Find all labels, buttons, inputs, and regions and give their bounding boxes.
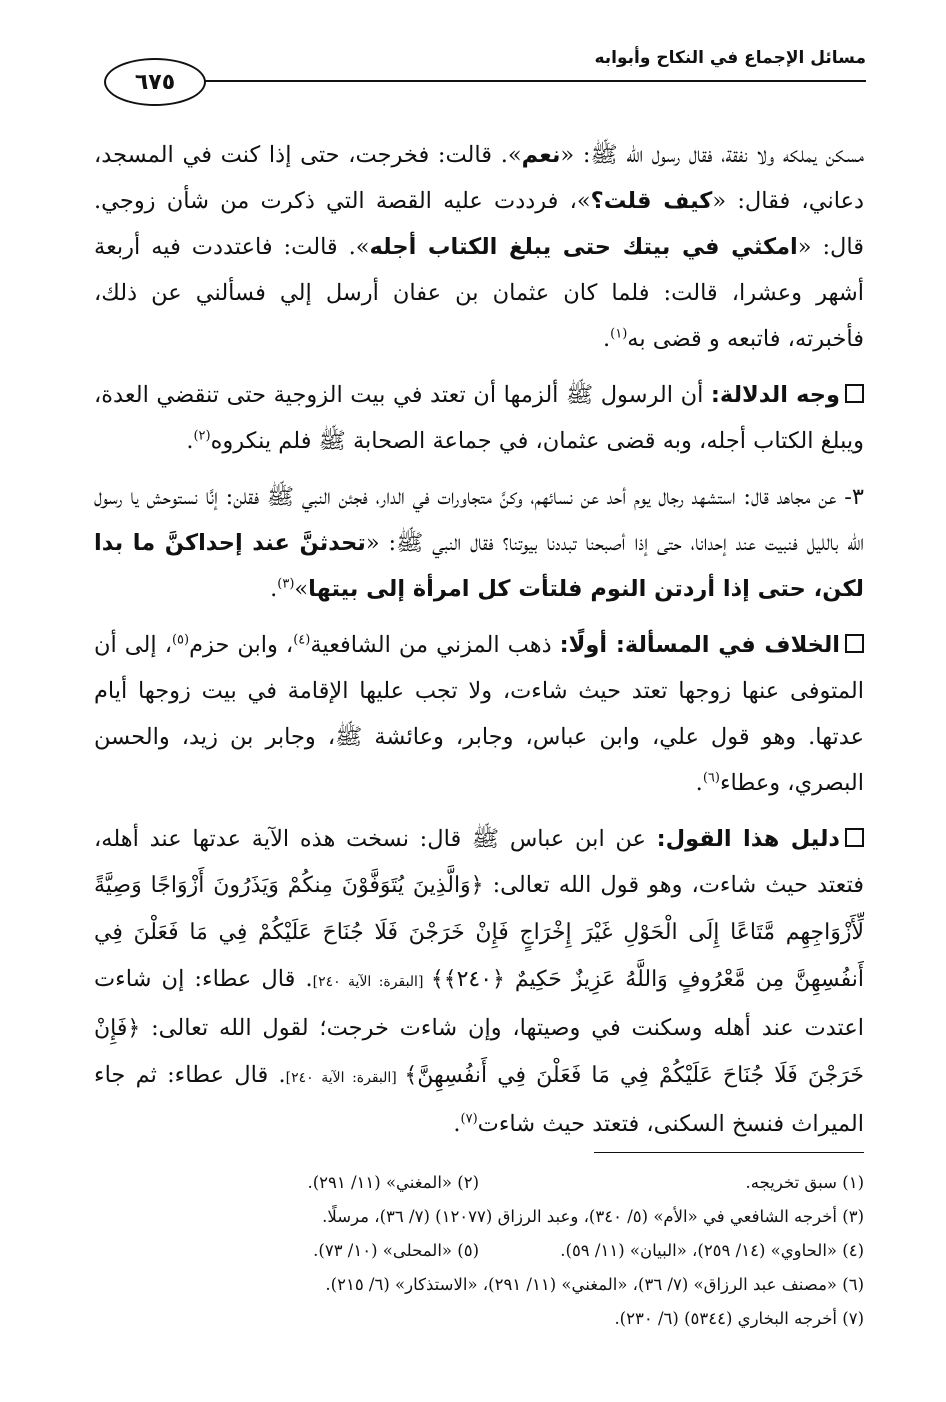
text-span: »، فرددت عليه القصة التي ذكرت من شأن زوجي. قال: « [94,188,864,260]
paragraph-5 [94,816,864,1147]
section-label: دليل هذا القول: [656,826,840,852]
text-span: . [186,428,194,454]
footnote-marker: (٣) [277,576,295,592]
text-span: . [695,770,703,796]
paragraph-1 [94,132,864,362]
text-span: ذهب المزني من الشافعية [310,632,560,658]
footnote-marker: (١) [610,326,628,342]
text-span: . [602,326,611,352]
quran-verse: ﴿فَإِنْ خَرَجْنَ فَلَا جُنَاحَ عَلَيْكُمْ فِي مَا فَعَلْنَ فِي أَنفُسِهِنَّ﴾ [94,1016,865,1088]
text-span: . [270,576,278,602]
text-span: » [294,576,309,602]
text-span: ، وابن حزم [189,632,294,658]
footnote-separator [594,1152,864,1153]
text-span: ٣- عن مجاهد قال: استشهد رجال يوم أحد عن نسائهم، وكنَّ متجاورات في الدار، فجئن النبي ﷺ فقلن: إنَّا نستوحش يا رسول الله بالليل فنبيت عند إحدانا، حتى إذا أصبحنا تبددنا بيوتنا؟ فقال النبي ﷺ: « [94,484,864,556]
section-label: الخلاف في المسألة: أولًا: [559,632,841,658]
text-span: أن الرسول ﷺ ألزمها أن تعتد في بيت الزوجية حتى تنقضي العدة، ويبلغ الكتاب أجله، وبه قضى عثمان، في جماعة الصحابة ﷺ فلم ينكروه [94,382,864,454]
square-bullet-icon [845,384,864,403]
text-span: ». قالت: فخرجت، حتى إذا كنت في المسجد، دعاني، فقال: « [94,142,865,214]
hadith-bold: امكثي في بيتك حتى يبلغ الكتاب أجله [369,234,798,260]
running-title: مسائل الإجماع في النكاح وأبوابه [594,48,866,68]
footnote-2: (٢) «المغني» (١١/ ٢٩١). [307,1173,479,1192]
footnote-row [94,1166,864,1200]
footnote-6: (٦) «مصنف عبد الرزاق» (٧/ ٣٦)، «المغني» (١١/ ٢٩١)، «الاستذكار» (٦/ ٢١٥). [325,1275,864,1294]
text-span: ». قالت: فاعتددت فيه أربعة أشهر وعشرا، قالت: فلما كان عثمان بن عفان أرسل إلي فسألني عن ذلك، فأخبرته، فاتبعه و قضى به [94,234,864,352]
text-span: . قال عطاء: إن شاءت اعتدت عند أهله وسكنت في وصيتها، وإن شاءت خرجت؛ لقول الله تعالى: [94,966,864,1041]
footnote-1: (١) سبق تخريجه. [745,1173,864,1192]
footnote-4: (٤) «الحاوي» (١٤/ ٢٥٩)، «البيان» (١١/ ٥٩). [560,1241,864,1260]
paragraph-4 [94,622,864,806]
paragraph-3 [94,474,864,612]
footnote-row [94,1234,864,1268]
hadith-bold: كيف قلت؟ [590,188,713,214]
footnote-5: (٥) «المحلى» (١٠/ ٧٣). [313,1241,479,1260]
square-bullet-icon [845,634,864,653]
footnote-3: (٣) أخرجه الشافعي في «الأم» (٥/ ٣٤٠)، وعبد الرزاق (١٢٠٧٧) (٧/ ٣٦)، مرسلًا. [322,1207,864,1226]
footnote-marker: (٤) [293,632,311,648]
hadith-bold: نعم [521,142,561,168]
footnote-7: (٧) أخرجه البخاري (٥٣٤٤) (٦/ ٢٣٠). [614,1309,864,1328]
hadith-bold: تحدثنَّ عند إحداكنَّ ما بدا لكن، حتى إذا أردتن النوم فلتأت كل امرأة إلى بيتها [94,530,864,602]
footnote-marker: (٥) [171,632,190,648]
text-span: ، إلى أن المتوفى عنها زوجها تعتد حيث شاءت، ولا تجب عليها الإقامة في بيت زوجها أيام عدتها. وهو قول علي، وابن عباس، وجابر، وعائشة ﷺ، وجابر بن زيد، والحسن البصري، وعطاء [94,632,864,796]
verse-reference: [البقرة: الآية ٢٤٠] [312,974,431,990]
paragraph-2 [94,372,864,464]
footnote-marker: (٢) [193,428,211,444]
section-label: وجه الدلالة: [710,382,840,408]
footnotes [94,1166,864,1336]
header-rule [196,80,866,82]
square-bullet-icon [845,828,864,847]
footnote-marker: (٧) [460,1111,478,1127]
main-text [94,132,864,1157]
footnote-marker: (٦) [702,770,720,786]
verse-reference: [البقرة: الآية ٢٤٠] [285,1070,405,1086]
text-span: . [453,1111,461,1137]
page-number: ٦٧٥ [104,58,206,106]
text-span: . قال عطاء: ثم جاء الميراث فنسخ السكنى، فتعتد حيث شاءت [94,1062,864,1137]
text-span: مسكن يملكه ولا نفقة، فقال رسول الله ﷺ: « [560,142,864,168]
quran-verse: ﴿وَالَّذِينَ يُتَوَفَّوْنَ مِنكُمْ وَيَذَرُونَ أَزْوَاجًا وَصِيَّةً لِّأَزْوَاجِهِم مَّتَاعًا إِلَى الْحَوْلِ غَيْرَ إِخْرَاجٍ فَإِنْ خَرَجْنَ فَلَا جُنَاحَ عَلَيْكُمْ فِي مَا فَعَلْنَ فِي أَنفُسِهِنَّ مِن مَّعْرُوفٍ وَاللَّهُ عَزِيزٌ حَكِيمٌ ﴿٢٤٠﴾﴾ [94,873,864,992]
text-span: عن ابن عباس ﷺ قال: نسخت هذه الآية عدتها عند أهله، فتعتد حيث شاءت، وهو قول الله تعالى: [94,826,864,898]
